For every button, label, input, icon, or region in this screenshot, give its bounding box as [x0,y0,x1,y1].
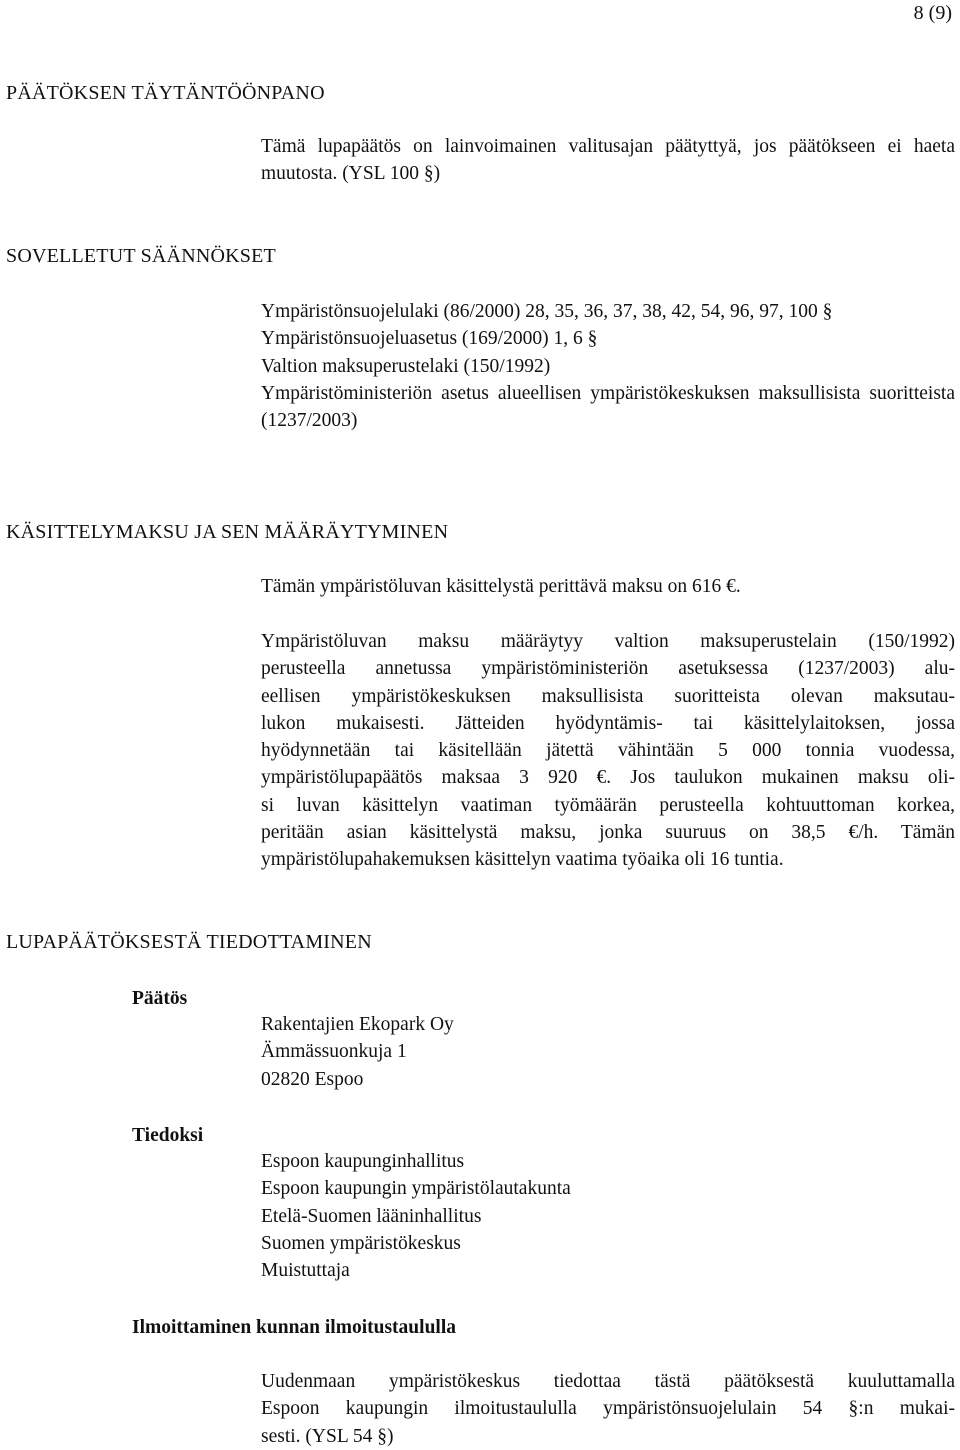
tiedoksi-recipients [261,1148,955,1284]
paatos-label: Päätös [132,988,188,1009]
tiedoksi-label: Tiedoksi [132,1125,204,1146]
heading-kasittelymaksu: KÄSITTELYMAKSU JA SEN MÄÄRÄYTYMINEN [6,521,449,543]
fee-line: hyödynnetään tai käsitellään jätettä vähintään 5 000 tonnia vuodessa, [261,740,955,762]
recipient-line: Espoon kaupungin ympäristölautakunta [261,1178,571,1200]
recipient-line: Suomen ympäristökeskus [261,1232,461,1254]
fee-line: lukon mukaisesti. Jätteiden hyödyntämis- tai käsittelylaitoksen, jossa [261,712,955,734]
notice-line: Uudenmaan ympäristökeskus tiedottaa tästä päätöksestä kuuluttamalla [261,1371,955,1392]
fee-line: si luvan käsittelyn vaatiman työmäärän perusteella kohtuuttoman korkea, [261,794,955,816]
recipient-line: Muistuttaja [261,1260,350,1282]
fee-line: perusteella annetussa ympäristöministeriön asetuksessa (1237/2003) alu- [261,658,955,680]
fee-amount-text: Tämän ympäristöluvan käsittelystä perittävä maksu on 616 €. [261,576,741,597]
enforcement-text: Tämä lupapäätös on lainvoimainen valitusajan päätyttyä, jos päätökseen ei haeta muutosta. (YSL 100 §) [261,136,955,185]
notice-line: sesti. (YSL 54 §) [261,1425,394,1447]
regulation-item: Ympäristöministeriön asetus alueellisen ympäristökeskuksen maksullisista suoritteista (1237/2003) [261,382,955,432]
recipient-line: Etelä-Suomen lääninhallitus [261,1205,482,1227]
regulation-item: Valtion maksuperustelaki (150/1992) [261,355,551,377]
regulations-list [261,298,955,434]
address-line: 02820 Espoo [261,1068,364,1090]
notice-line: Espoon kaupungin ilmoitustaululla ympäristönsuojelulain 54 §:n mukai- [261,1398,955,1420]
regulation-item: Ympäristönsuojeluasetus (169/2000) 1, 6 § [261,328,598,350]
recipient-line: Espoon kaupunginhallitus [261,1151,465,1172]
paatos-recipient [261,1011,955,1093]
fee-line: Ympäristöluvan maksu määräytyy valtion maksuperustelain (150/1992) [261,631,955,652]
ilmoittaminen-label: Ilmoittaminen kunnan ilmoitustaululla [132,1317,456,1338]
fee-line: peritään asian käsittelystä maksu, jonka suuruus on 38,5 €/h. Tämän [261,822,955,844]
fee-line: ympäristölupapäätös maksaa 3 920 €. Jos taulukon mukainen maksu oli- [261,767,955,789]
page-number: 8 (9) [913,2,952,24]
ilmoittaminen-text [261,1368,955,1450]
address-line: Ämmässuonkuja 1 [261,1041,407,1063]
fee-line: eellisen ympäristökeskuksen maksullisista suoritteista olevan maksutau- [261,685,955,707]
heading-paatoksen-taytantoonpano: PÄÄTÖKSEN TÄYTÄNTÖÖNPANO [6,82,325,104]
address-line: Rakentajien Ekopark Oy [261,1014,454,1035]
heading-lupapaatoksesta-tiedottaminen: LUPAPÄÄTÖKSESTÄ TIEDOTTAMINEN [6,931,372,953]
heading-sovelletut-saannokset: SOVELLETUT SÄÄNNÖKSET [6,245,276,267]
regulation-item: Ympäristönsuojelulaki (86/2000) 28, 35, 36, 37, 38, 42, 54, 96, 97, 100 § [261,301,833,322]
fee-explanation [261,628,955,874]
fee-line: ympäristölupahakemuksen käsittelyn vaatima työaika oli 16 tuntia. [261,849,784,871]
